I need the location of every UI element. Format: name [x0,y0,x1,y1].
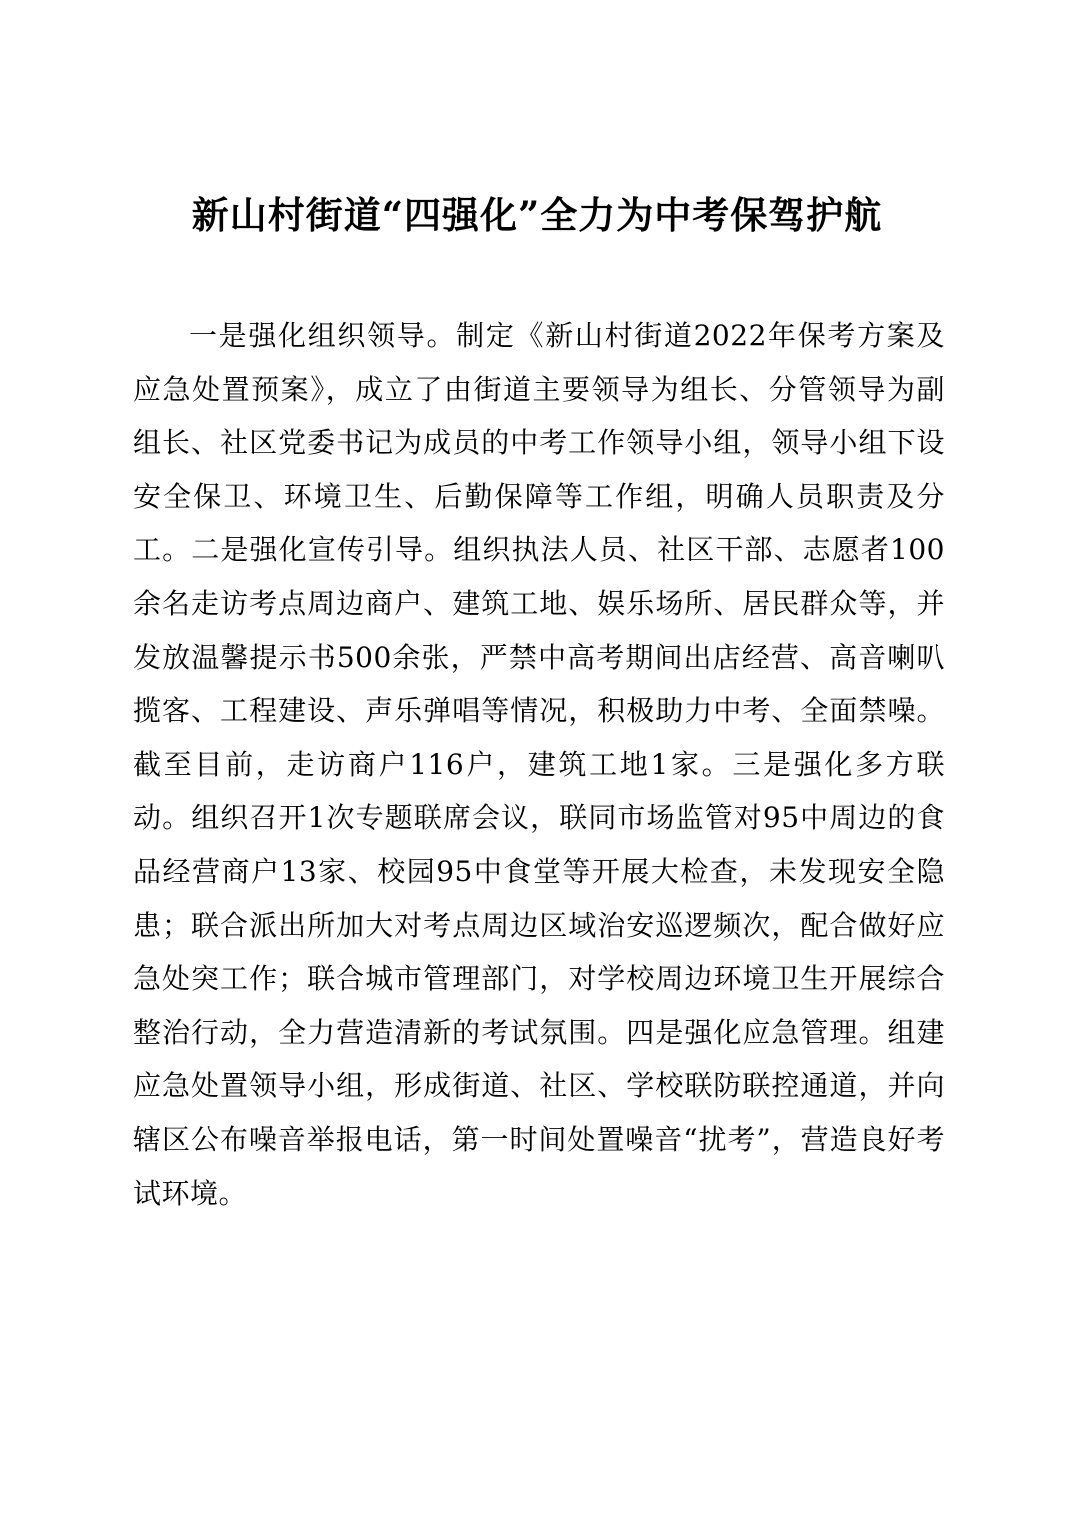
section-text-4: 。组建应急处置领导小组，形成街道、社区、学校联防联控通道，并向辖区公布噪音举报电话，第一时间处置噪音“扰考”，营造良好考试环境。 [133,1015,945,1210]
document-title: 新山村街道“四强化”全力为中考保驾护航 [191,193,883,237]
section-lead-1: 一是强化组织领导 [189,319,427,352]
section-lead-3: 三是强化多方联动 [133,747,945,835]
section-text-2: 。组织执法人员、社区干部、志愿者100余名走访考点周边商户、建筑工地、娱乐场所、居民群众等，并发放温馨提示书500余张，严禁中高考期间出店经营、高音喇叭揽客、工程建设、声乐弹唱等情况，积极助力中考、全面禁噪。截至目前，走访商户116户，建筑工地1家。 [133,533,945,781]
section-text-3: 。组织召开1次专题联席会议，联同市场监管对95中周边的食品经营商户13家、校园95中食堂等开展大检查，未发现安全隐患；联合派出所加大对考点周边区域治安巡逻频次，配合做好应急处突工作；联合城市管理部门，对学校周边环境卫生开展综合整治行动，全力营造清新的考试氛围。 [133,801,945,1049]
section-text-1: 。制定《新山村街道2022年保考方案及应急处置预案》，成立了由街道主要领导为组长、分管领导为副组长、社区党委书记为成员的中考工作领导小组，领导小组下设安全保卫、环境卫生、后勤保障等工作组，明确人员职责及分工。 [133,319,945,567]
section-lead-2: 二是强化宣传引导 [191,533,425,567]
section-lead-4: 四是强化应急管理 [626,1015,859,1049]
body-paragraph [133,309,945,1220]
